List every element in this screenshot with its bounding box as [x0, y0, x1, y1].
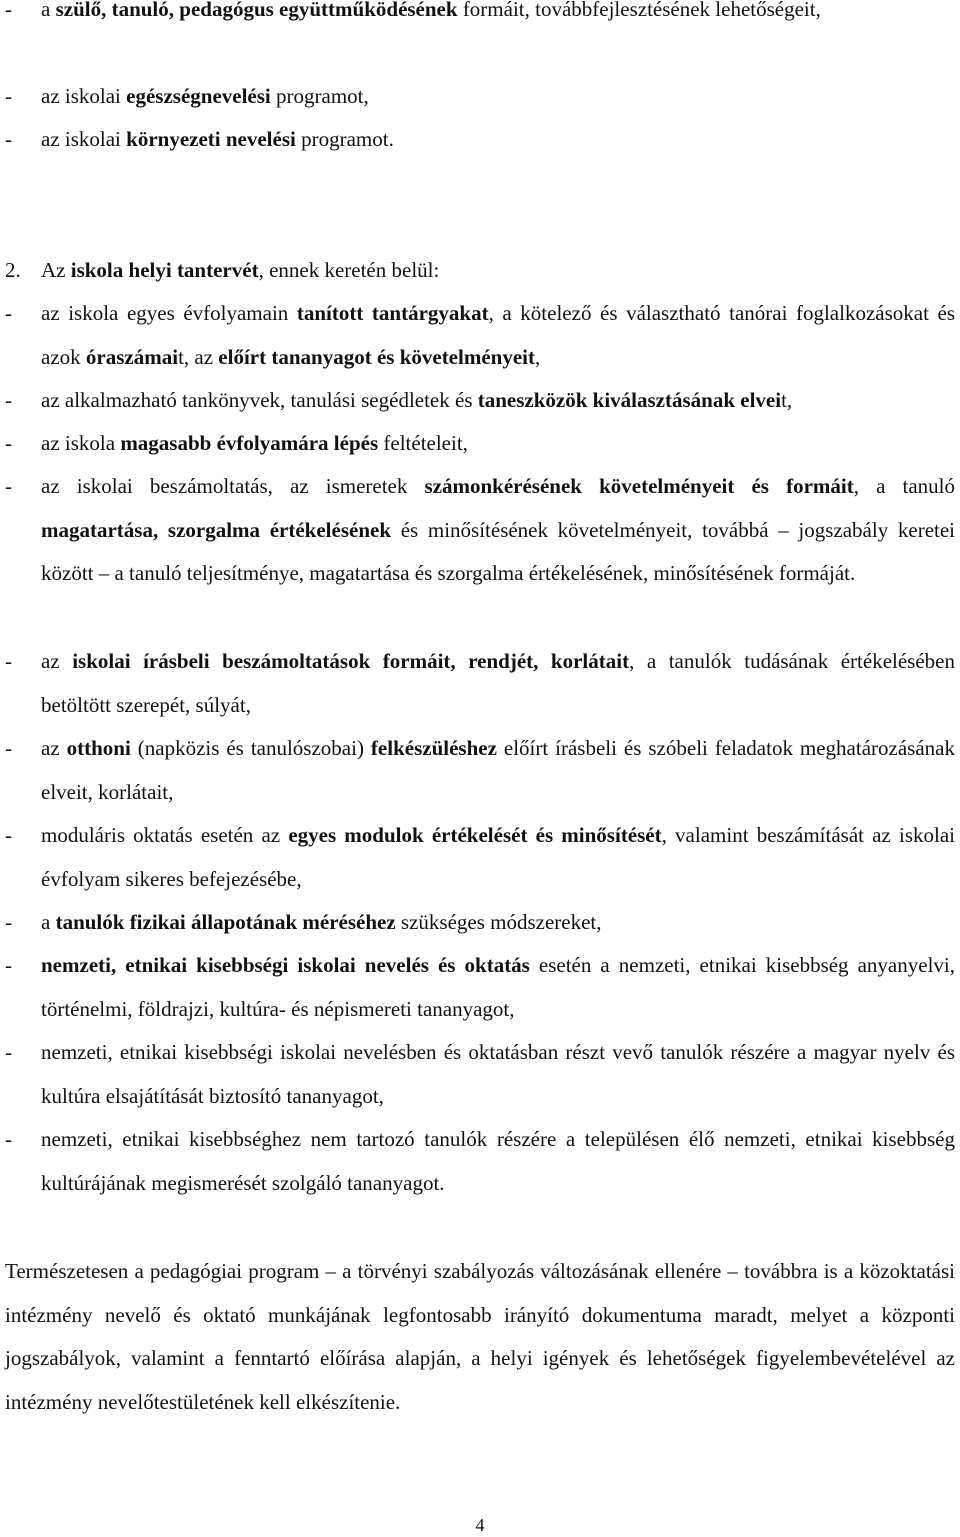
- text-run: feltételeit,: [378, 431, 468, 455]
- list-marker: -: [5, 910, 12, 934]
- text-run: az iskola egyes évfolyamain: [41, 301, 297, 325]
- closing-paragraph: Természetesen a pedagógiai program – a törvényi szabályozás változásának ellenére – továbbra is a közoktatási intézmény nevelő és oktató munkájának legfontosabb irányító dokumentuma maradt, melyet a központi jogszabályok, valamint a fenntartó előírása alapján, a helyi igények és lehetőségek figyelembevételével az intézmény nevelőtestületének kell elkészítenie.: [5, 1259, 955, 1414]
- text-run: az alkalmazható tankönyvek, tanulási segédletek és: [41, 388, 478, 412]
- text-run: a: [41, 910, 56, 934]
- list-item: [5, 292, 955, 379]
- list-item-text: [41, 118, 955, 162]
- section-number: 2.: [5, 258, 21, 282]
- text-run: t, az: [178, 344, 219, 369]
- text-run: programot,: [270, 84, 369, 108]
- text-run: esetén a nemzeti, etnikai kisebbség anyanyelvi, történelmi, földrajzi, kultúra- és népismereti tananyagot,: [41, 953, 955, 1021]
- page-number: 4: [475, 1515, 485, 1535]
- list-item-text: [41, 379, 955, 423]
- list-marker: -: [5, 1040, 12, 1064]
- list-item-text: [41, 1118, 955, 1205]
- section-2-text: [41, 249, 955, 293]
- text-run: , a tanulók tudásának értékelésében betöltött szerepét, súlyát,: [41, 649, 955, 717]
- list-marker: -: [5, 823, 12, 847]
- list-marker: -: [5, 84, 12, 108]
- list-item-text: [41, 292, 955, 379]
- list-item: [5, 640, 955, 727]
- list-item: [5, 118, 955, 162]
- bold-text-run: nemzeti, etnikai kisebbségi iskolai nevelés és oktatás: [41, 953, 530, 977]
- list-item-text: [41, 944, 955, 1031]
- list-item: [5, 0, 955, 32]
- text-run: , valamint beszámítását az iskolai évfolyam sikeres befejezésébe,: [41, 823, 955, 891]
- bold-text-run: magatartása, szorgalma értékelésének: [41, 517, 392, 542]
- list-item: [5, 944, 955, 1031]
- text-run: , a tanuló: [853, 474, 956, 498]
- text-run: szükséges módszereket,: [395, 910, 602, 934]
- text-run: (napközis és tanulószobai): [130, 736, 371, 760]
- list-item: [5, 727, 955, 814]
- text-run: formáit, továbbfejlesztésének lehetőségeit,: [457, 0, 821, 21]
- text-run: , ennek keretén belül:: [258, 258, 440, 282]
- list-item: [5, 465, 955, 596]
- list-marker: -: [5, 649, 12, 673]
- text-run: , a kötelező és választható tanórai foglalkozásokat és azok: [41, 301, 955, 369]
- text-run: az iskolai: [41, 84, 127, 108]
- list-marker: -: [5, 301, 12, 325]
- list-marker: -: [5, 388, 12, 412]
- list-item-text: [41, 465, 955, 596]
- text-run: a: [41, 0, 56, 21]
- bold-text-run: magasabb évfolyamára lépés: [120, 431, 379, 455]
- text-run: ,: [534, 344, 541, 369]
- section-2-heading: [5, 249, 955, 293]
- list-item-text: [41, 814, 955, 901]
- bold-text-run: otthoni: [66, 736, 131, 760]
- text-run: moduláris oktatás esetén az: [41, 823, 289, 847]
- list-item: [5, 814, 955, 901]
- list-item: [5, 1118, 955, 1205]
- text-run: az iskolai: [41, 127, 127, 151]
- bold-text-run: egyes modulok értékelését és minősítését: [288, 823, 662, 847]
- text-run: és minősítésének követelményeit, továbbá – jogszabály keretei között – a tanuló teljesítménye, magatartása és szorgalma értékelésének, minősítésének formáját.: [41, 517, 956, 585]
- text-run: az: [41, 736, 67, 760]
- list-marker: -: [5, 474, 12, 498]
- text-run: programot.: [295, 127, 394, 151]
- bold-text-run: előírt tananyagot és követelményeit: [218, 344, 535, 369]
- text-run: Az: [41, 258, 71, 282]
- list-marker: -: [5, 431, 12, 455]
- text-run: nemzeti, etnikai kisebbségi iskolai nevelésben és oktatásban részt vevő tanulók részére a magyar nyelv és kultúra elsajátítását biztosító tananyagot,: [41, 1040, 955, 1108]
- bold-text-run: számonkérésének követelményeit és formáit: [424, 474, 854, 498]
- list-marker: -: [5, 127, 12, 151]
- list-item: [5, 379, 955, 423]
- list-item-text: [41, 640, 955, 727]
- list-item: [5, 422, 955, 466]
- list-item-text: [41, 0, 955, 32]
- bold-text-run: iskola helyi tantervét: [70, 258, 259, 282]
- list-item-text: [41, 75, 955, 119]
- bold-text-run: tanulók fizikai állapotának méréséhez: [55, 910, 396, 934]
- text-run: előírt írásbeli és szóbeli feladatok meghatározásának elveit, korlátait,: [41, 736, 955, 804]
- list-item-text: [41, 901, 955, 945]
- bold-text-run: szülő, tanuló, pedagógus együttműködésének: [55, 0, 458, 21]
- bold-text-run: óraszámai: [85, 344, 179, 369]
- bold-text-run: felkészüléshez: [370, 736, 497, 760]
- list-item-text: [41, 422, 955, 466]
- list-item: [5, 75, 955, 119]
- text-run: az: [41, 649, 73, 673]
- list-item: [5, 901, 955, 945]
- text-run: t,: [781, 388, 793, 412]
- list-item-text: [41, 1031, 955, 1118]
- text-run: nemzeti, etnikai kisebbséghez nem tartozó tanulók részére a településen élő nemzeti, etnikai kisebbség kultúrájának megismerését szolgáló tananyagot.: [41, 1127, 955, 1195]
- list-marker: -: [5, 0, 12, 21]
- bold-text-run: egészségnevelési: [126, 84, 271, 108]
- list-item-text: [41, 727, 955, 814]
- text-run: az iskola: [41, 431, 121, 455]
- bold-text-run: taneszközök kiválasztásának elvei: [477, 388, 782, 412]
- bold-text-run: iskolai írásbeli beszámoltatások formáit, rendjét, korlátait: [72, 649, 630, 673]
- text-run: az iskolai beszámoltatás, az ismeretek: [41, 474, 425, 498]
- bold-text-run: tanított tantárgyakat: [296, 301, 489, 325]
- list-marker: -: [5, 1127, 12, 1151]
- list-item: [5, 1031, 955, 1118]
- bold-text-run: környezeti nevelési: [126, 127, 296, 151]
- list-marker: -: [5, 953, 12, 977]
- list-marker: -: [5, 736, 12, 760]
